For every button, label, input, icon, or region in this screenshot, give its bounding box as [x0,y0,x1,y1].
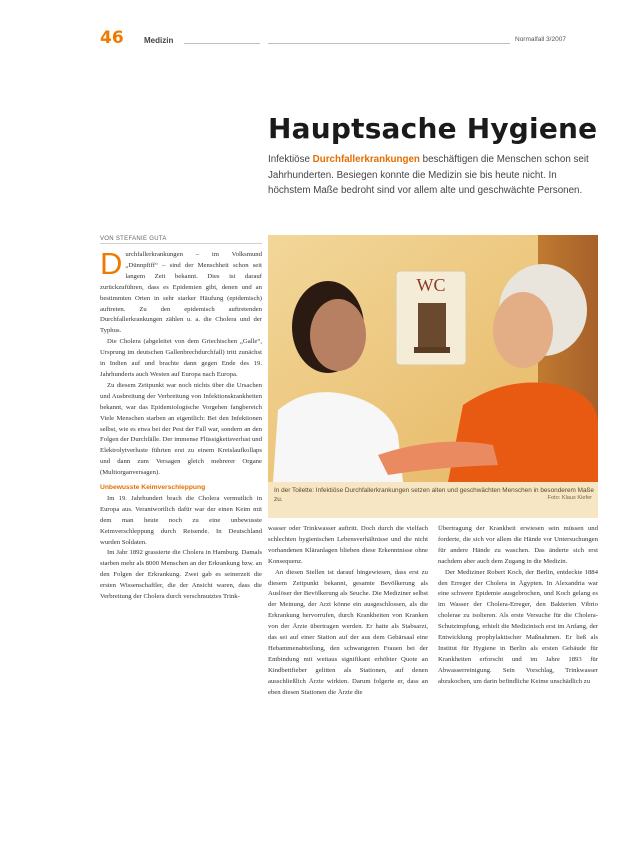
photo-caption [268,482,598,518]
header-rule-left [184,43,260,44]
paragraph: An diesen Stellen ist darauf hingewiesen, dass erst zu diesem Zeitpunkt bekannt, gesamte Bevölkerung als Auslöser der Bevölkerung als Seuche. Die Mediziner selbst der Meinung, der Arzt könne ein ausgeschlossen, als die Erkrankung hervorrufen, durch Krankheiten von Kranken von der Ärzte übertragen werden. Er hatte als Stabsarzt, das sei auf einer Station auf der aus dem Gebärsaal eine Hebammenabteilung, den schwangeren Frauen bei der Entbindung mit weitaus signifikant erhöhter Quote an Kindbettfieber gelitten als Stationen, auf denen ausschließlich Ärzte wirkten. Darum folgerte er, dass an eben diesen Stationen die Ärzte die [268,568,428,696]
article-photo [268,235,598,482]
header-rule-right [268,43,510,44]
article-lead [268,152,598,199]
dropcap: D [100,250,123,281]
wc-sign-label: WC [416,275,446,295]
paragraph: Zu diesem Zeitpunkt war noch nichts über die Ursachen und Ausbreitung der Verbreitung von Infektionskrankheiten bekannt, war das Epidemiologische Vorgehen fangbereich Viele Menschen starben an eigentlich: Bei den Infektionen selbst, wie es etwa bei der Pest der Fall war, sondern an den Folgen der Durchfälle. Der immense Flüssigkeitsverlust und Elektrolytverluste führten erst zu einem Kreislaufkollaps und dann zum Versagen gleich mehrerer Organe (Multiorganversagen). [100,381,262,477]
paragraph: Im 19. Jahrhundert brach die Cholera vermutlich in Europa aus. Verantwortlich dafür war der einen Keim mit dem man heute noch zu eine unbewusste Keimverschleppung durch Reisende. In Deutschland wurden Soldaten. [100,494,262,546]
lead-prefix: Infektiöse [268,154,313,165]
paragraph-text: urchfallerkrankungen – im Volksmund „Dünnpfiff“ – sind der Menschheit schon seit langem Zeit bekannt. Dies ist darauf zurückzuführen, dass es Epidemien gibt, denen und an bestimmten Orten in sehr starker Häufung (epidemisch) auftreten. Zu den epidemisch auftretenden Durchfallerkrankungen zählen u. a. die Cholera und der Typhus. [100,251,262,335]
page-number: 46 [100,28,124,48]
byline: VON STEFANIE GUTA [100,236,167,242]
text-column-2 [268,524,428,840]
issue-label: Normalfall 3/2007 [515,36,566,43]
paragraph: Im Jahr 1892 grassierte die Cholera in Hamburg. Damals starben mehr als 8000 Menschen an der Erkrankung bzw. an den Folgen der Erkrankung. Zwei gab es seinerzeit die ersten Wissenschaftler, die der Ansicht waren, dass die Verbreitung der Cholera durch verschmutztes Trink- [100,549,262,601]
paragraph: Der Mediziner Robert Koch, der Berlin, entdeckte 1884 den Erreger der Cholera in Ägypten. In Alexandria war eine schwere Epidemie ausgebrochen, und Koch gelang es im Wasser der Cholera-Erreger, den Bakterien Vibrio cholerae zu isolieren. Als erste Versuche für die Cholera-Schutzimpfung, erhielt die Medizinisch erst im Anfang, der Entwicklung prophylaktischer Maßnahmen. Er ließ als Institut für Hygiene in Berlin als ersten Gebäude für Krankheiten erforscht und im Jahre 1893 für Abwasserreinigung. Sein Vorschlag, Trinkwasser abzukochen, um darin befindliche Keime unschädlich zu [438,568,598,685]
paragraph: Die Cholera (abgeleitet von dem Griechischen „Galle“, Ursprung im deutschen Gallenbrechdurchfall) tritt zunächst in Indien auf und brachte dann gegen Ende des 19. Jahrhunderts auch Westen auf Europa nach Europa. [100,338,262,378]
paragraph [100,250,262,337]
paragraph: Übertragung der Krankheit erwiesen sein müssen und forderte, die sich vor allem die Hände vor Untersuchungen für andere Hände zu waschen. Das änderte sich erst nachdem aber auch dem Zugang in die Medizin. [438,525,598,565]
subheading: Unbewusste Keimverschleppung [100,484,206,492]
section-label: Medizin [144,36,174,45]
caption-text: In der Toilette: Infektiöse Durchfallerkrankungen setzen alten und geschwächten Menschen in besonderem Maße zu. [274,487,594,503]
lead-suffix: beschäftigen die Menschen schon seit Jahrhunderten. Besiegen konnte die Medizin sie bis heute nicht. In höchstem Maße bedroht sind vor allem alte und geschwächte Personen. [268,154,589,197]
article-title: Hauptsache Hygiene [268,112,598,145]
paragraph: wasser oder Trinkwasser auftritt. Doch durch die vielfach schlechten hygienischen Lebensverhältnisse und die nicht vorhandenen Kläranlagen blieben diese Erkenntnisse ohne Konsequenz. [268,525,428,565]
text-column-3 [438,524,598,840]
byline-rule [100,243,262,244]
photo-illustration [268,235,598,482]
text-column-1 [100,250,262,840]
photo-credit: Foto: Klaus Kiefer [547,495,592,501]
lead-highlight: Durchfallerkrankungen [312,154,420,165]
